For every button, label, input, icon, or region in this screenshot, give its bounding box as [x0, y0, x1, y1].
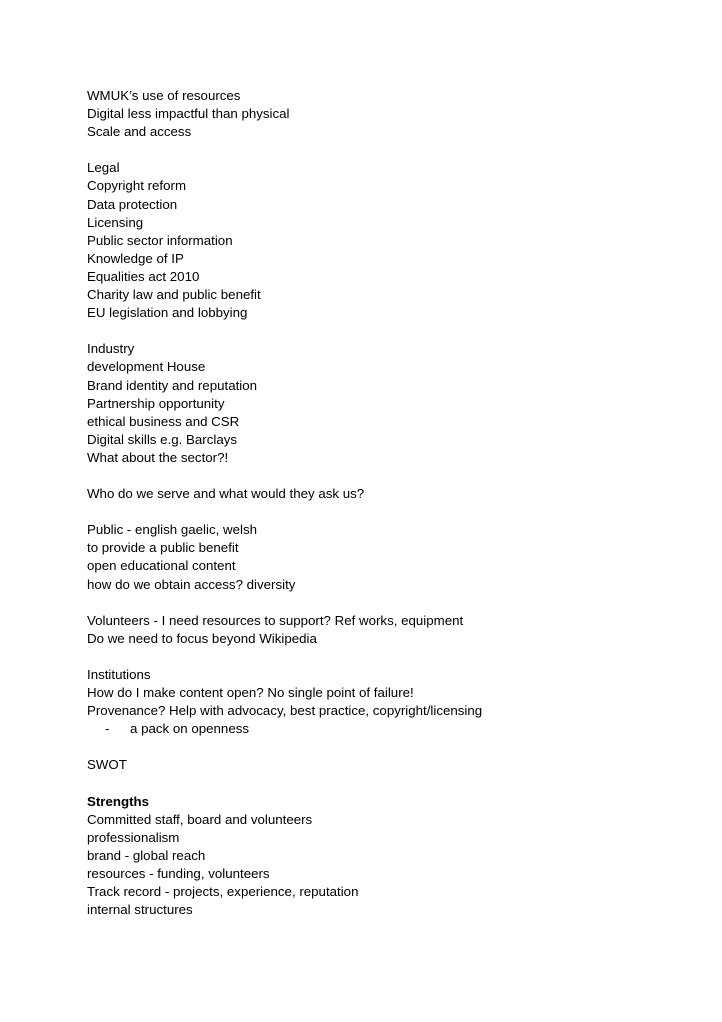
blank-line — [87, 594, 687, 612]
text-line: Committed staff, board and volunteers — [87, 811, 313, 827]
text-line: Knowledge of IP — [87, 250, 184, 266]
text-line: EU legislation and lobbying — [87, 305, 248, 321]
text-line: What about the sector?! — [87, 449, 229, 465]
text-line: Partnership opportunity — [87, 395, 225, 411]
blank-line — [87, 467, 687, 485]
document-page — [87, 87, 687, 919]
text-line: WMUK’s use of resources — [87, 88, 241, 103]
text-line: Copyright reform — [87, 178, 187, 194]
text-line: professionalism — [87, 829, 180, 845]
blank-line — [87, 322, 687, 340]
text-line: resources - funding, volunteers — [87, 866, 270, 882]
section-volunteers — [87, 612, 687, 648]
section-question — [87, 485, 687, 503]
section-legal — [87, 159, 687, 322]
text-line: to provide a public benefit — [87, 540, 239, 556]
section-resources — [87, 87, 687, 141]
bullet-item — [87, 720, 687, 738]
section-strengths — [87, 793, 687, 920]
text-line: Licensing — [87, 214, 144, 230]
text-line: how do we obtain access? diversity — [87, 576, 296, 592]
blank-line — [87, 503, 687, 521]
text-line: Data protection — [87, 196, 178, 212]
text-line: open educational content — [87, 558, 236, 574]
text-line: ethical business and CSR — [87, 413, 240, 429]
text-line: Equalities act 2010 — [87, 268, 200, 284]
bullet-marker: - — [105, 721, 110, 737]
section-heading: Industry — [87, 341, 135, 357]
section-heading: Institutions — [87, 667, 151, 682]
text-line: Do we need to focus beyond Wikipedia — [87, 630, 317, 646]
text-line: development House — [87, 359, 206, 375]
text-line: Who do we serve and what would they ask us? — [87, 486, 365, 502]
section-industry — [87, 340, 687, 467]
blank-line — [87, 648, 687, 666]
text-line: Public sector information — [87, 232, 233, 248]
section-public — [87, 521, 687, 593]
bullet-text: a pack on openness — [130, 721, 250, 737]
text-line: internal structures — [87, 902, 193, 918]
text-line: Provenance? Help with advocacy, best practice, copyright/licensing — [87, 703, 483, 719]
text-line: Public - english gaelic, welsh — [87, 522, 257, 538]
blank-line — [87, 141, 687, 159]
text-line: How do I make content open? No single point of failure! — [87, 685, 414, 701]
strengths-heading: Strengths — [87, 793, 150, 809]
section-institutions — [87, 666, 687, 738]
text-line: Brand identity and reputation — [87, 377, 258, 393]
text-line: Charity law and public benefit — [87, 287, 261, 303]
text-line: Volunteers - I need resources to support? Ref works, equipment — [87, 612, 464, 628]
section-swot — [87, 756, 687, 774]
text-line: Digital skills e.g. Barclays — [87, 431, 238, 447]
section-heading: Legal — [87, 160, 120, 176]
text-line: Track record - projects, experience, reputation — [87, 884, 359, 900]
blank-line — [87, 775, 687, 793]
section-heading: SWOT — [87, 757, 127, 773]
blank-line — [87, 738, 687, 756]
text-line: Digital less impactful than physical — [87, 106, 290, 122]
text-line: Scale and access — [87, 124, 192, 140]
text-line: brand - global reach — [87, 847, 206, 863]
